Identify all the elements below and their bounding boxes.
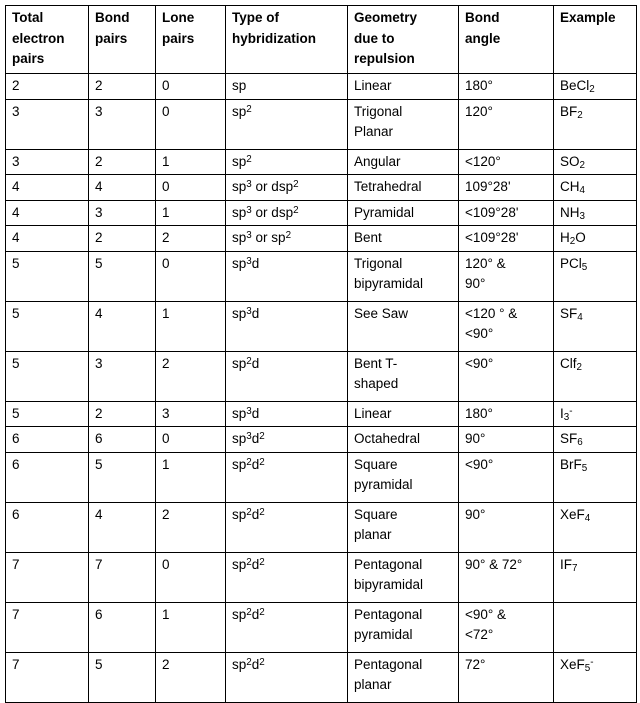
cell-bond-pairs-value: 3: [95, 103, 103, 119]
example-formula: $SO_2$: [560, 153, 585, 171]
table-body: [6, 74, 637, 703]
cell-bond-pairs-value: 4: [95, 179, 103, 195]
cell-total-electron-pairs: [6, 226, 89, 252]
cell-bond-pairs: [89, 74, 156, 100]
cell-total-electron-pairs: [6, 552, 89, 602]
table-row: [6, 200, 637, 226]
cell-total-electron-pairs-value: 2: [12, 78, 20, 93]
example-formula: $IF_7$: [560, 556, 578, 574]
cell-lone-pairs: [156, 74, 226, 100]
geometry-line: bipyramidal: [354, 577, 424, 593]
hybridization-value: $sp^2$: [232, 103, 252, 119]
cell-bond-pairs-value: 2: [95, 230, 103, 246]
header-line: hybridization: [232, 30, 316, 46]
bond-angle-line: 120°: [465, 103, 493, 119]
cell-lone-pairs-value: 1: [162, 456, 170, 472]
cell-bond-angle: [459, 99, 554, 149]
hybridization-value: $sp^3$ or dsp$^2$: [232, 204, 299, 220]
header-line: Total: [12, 10, 44, 25]
cell-total-electron-pairs-value: 6: [12, 506, 20, 522]
example-formula: BeCl$_2$: [560, 78, 595, 96]
geometry-line: Square: [354, 456, 398, 472]
cell-geometry: [348, 452, 459, 502]
cell-total-electron-pairs-value: 5: [12, 305, 20, 321]
cell-total-electron-pairs-value: 4: [12, 204, 20, 220]
cell-bond-angle: [459, 552, 554, 602]
cell-bond-angle: [459, 351, 554, 401]
hybridization-value: $sp^2d^2$: [232, 556, 265, 572]
cell-example: [554, 251, 637, 301]
header-line: Lone: [162, 10, 195, 25]
cell-hybridization: [226, 602, 348, 652]
geometry-line: planar: [354, 677, 392, 693]
table-row: [6, 175, 637, 201]
cell-example: [554, 502, 637, 552]
cell-bond-angle: [459, 200, 554, 226]
geometry-line: Linear: [354, 78, 392, 93]
cell-geometry: [348, 552, 459, 602]
cell-geometry: [348, 401, 459, 427]
example-formula: $BF_2$: [560, 103, 583, 121]
hybridization-value: $sp^3d$: [232, 255, 260, 271]
cell-total-electron-pairs-value: 4: [12, 230, 20, 246]
cell-lone-pairs: [156, 99, 226, 149]
cell-total-electron-pairs-value: 7: [12, 556, 20, 572]
column-header-type-of-hybridization: [226, 6, 348, 74]
geometry-line: Bent T-: [354, 355, 398, 371]
cell-hybridization: [226, 452, 348, 502]
table-row: [6, 74, 637, 100]
cell-geometry: [348, 602, 459, 652]
cell-total-electron-pairs: [6, 427, 89, 453]
hybridization-value: $sp^2d^2$: [232, 506, 265, 522]
bond-angle-line: <90° &: [465, 606, 507, 622]
table-row: [6, 99, 637, 149]
cell-hybridization: [226, 175, 348, 201]
cell-lone-pairs-value: 2: [162, 656, 170, 672]
geometry-line: Pyramidal: [354, 204, 415, 220]
cell-hybridization: [226, 200, 348, 226]
cell-example: [554, 301, 637, 351]
cell-example: [554, 99, 637, 149]
cell-lone-pairs-value: 1: [162, 153, 170, 169]
cell-total-electron-pairs: [6, 652, 89, 702]
geometry-line: Square: [354, 506, 398, 522]
cell-total-electron-pairs: [6, 301, 89, 351]
cell-bond-angle: [459, 401, 554, 427]
header-line: Bond: [465, 10, 500, 25]
cell-bond-angle: [459, 452, 554, 502]
table-header: [6, 6, 637, 74]
geometry-line: Tetrahedral: [354, 179, 422, 195]
column-header-bond-pairs: [89, 6, 156, 74]
geometry-line: Angular: [354, 153, 401, 169]
cell-bond-pairs-value: 4: [95, 305, 103, 321]
cell-hybridization: [226, 301, 348, 351]
cell-hybridization: [226, 251, 348, 301]
cell-geometry: [348, 226, 459, 252]
bond-angle-line: <90°: [465, 355, 494, 371]
cell-bond-pairs-value: 6: [95, 606, 103, 622]
example-formula: XeF$_4$: [560, 506, 591, 524]
geometry-line: Pentagonal: [354, 606, 423, 622]
cell-lone-pairs-value: 2: [162, 355, 170, 371]
hybridization-value: $sp^3d$: [232, 405, 260, 421]
cell-total-electron-pairs-value: 7: [12, 606, 20, 622]
cell-bond-pairs-value: 3: [95, 204, 103, 220]
cell-total-electron-pairs: [6, 175, 89, 201]
cell-geometry: [348, 301, 459, 351]
column-header-total-electron-pairs: [6, 6, 89, 74]
cell-hybridization: [226, 99, 348, 149]
cell-total-electron-pairs-value: 4: [12, 179, 20, 195]
table-row: [6, 149, 637, 175]
cell-lone-pairs-value: 1: [162, 305, 170, 321]
header-line: electron: [12, 30, 65, 46]
example-formula: BrF$_5$: [560, 456, 588, 474]
bond-angle-line: 90°: [465, 431, 486, 447]
cell-geometry: [348, 149, 459, 175]
bond-angle-line: 180°: [465, 78, 493, 93]
cell-total-electron-pairs: [6, 251, 89, 301]
example-formula: $SF_4$: [560, 305, 583, 323]
header-line: repulsion: [354, 51, 415, 67]
cell-geometry: [348, 427, 459, 453]
cell-bond-pairs: [89, 427, 156, 453]
cell-example: [554, 552, 637, 602]
cell-total-electron-pairs: [6, 74, 89, 100]
cell-lone-pairs: [156, 502, 226, 552]
cell-example: [554, 175, 637, 201]
cell-hybridization: [226, 351, 348, 401]
cell-hybridization: [226, 652, 348, 702]
cell-total-electron-pairs-value: 5: [12, 255, 20, 271]
table-row: [6, 427, 637, 453]
cell-bond-angle: [459, 149, 554, 175]
cell-lone-pairs: [156, 652, 226, 702]
hybridization-value: $sp^2d^2$: [232, 456, 265, 472]
column-header-lone-pairs: [156, 6, 226, 74]
cell-total-electron-pairs: [6, 200, 89, 226]
table-row: [6, 552, 637, 602]
cell-bond-pairs: [89, 200, 156, 226]
cell-lone-pairs: [156, 427, 226, 453]
bond-angle-line: <120 ° &: [465, 305, 518, 321]
geometry-line: Trigonal: [354, 255, 403, 271]
geometry-line: Pentagonal: [354, 656, 423, 672]
header-line: pairs: [162, 30, 195, 46]
cell-bond-angle: [459, 602, 554, 652]
geometry-line: Planar: [354, 124, 394, 140]
bond-angle-line: <72°: [465, 627, 494, 643]
hybridization-value: $sp^3d$: [232, 305, 260, 321]
table-row: [6, 301, 637, 351]
cell-bond-pairs-value: 5: [95, 255, 103, 271]
hybridization-value: $sp^2d$: [232, 355, 260, 371]
geometry-line: See Saw: [354, 305, 409, 321]
cell-bond-pairs: [89, 251, 156, 301]
geometry-line: Trigonal: [354, 103, 403, 119]
cell-lone-pairs: [156, 552, 226, 602]
cell-bond-angle: [459, 74, 554, 100]
cell-bond-pairs-value: 2: [95, 405, 103, 421]
hybridization-value: sp: [232, 78, 247, 93]
cell-lone-pairs: [156, 149, 226, 175]
cell-example: [554, 401, 637, 427]
cell-bond-pairs: [89, 652, 156, 702]
cell-lone-pairs-value: 0: [162, 431, 170, 447]
example-formula: $CH_4$: [560, 179, 585, 197]
cell-bond-pairs: [89, 552, 156, 602]
geometry-line: planar: [354, 527, 392, 543]
hybridization-value: $sp^2d^2$: [232, 656, 265, 672]
cell-bond-pairs: [89, 99, 156, 149]
cell-bond-pairs: [89, 226, 156, 252]
table-row: [6, 226, 637, 252]
cell-bond-pairs-value: 5: [95, 656, 103, 672]
cell-bond-pairs-value: 3: [95, 355, 103, 371]
geometry-line: pyramidal: [354, 627, 413, 643]
hybridization-value: $sp^3$ or dsp$^2$: [232, 178, 299, 195]
cell-lone-pairs: [156, 301, 226, 351]
cell-bond-pairs-value: 7: [95, 556, 103, 572]
table-row: [6, 652, 637, 702]
column-header-geometry-due-to-repulsion: [348, 6, 459, 74]
cell-lone-pairs: [156, 401, 226, 427]
cell-bond-pairs: [89, 502, 156, 552]
cell-total-electron-pairs-value: 3: [12, 103, 20, 119]
cell-bond-angle: [459, 301, 554, 351]
geometry-line: Linear: [354, 405, 392, 421]
cell-geometry: [348, 74, 459, 100]
header-line: angle: [465, 30, 501, 46]
cell-geometry: [348, 99, 459, 149]
table-row: [6, 401, 637, 427]
cell-lone-pairs: [156, 226, 226, 252]
cell-example: [554, 74, 637, 100]
cell-total-electron-pairs: [6, 602, 89, 652]
cell-lone-pairs-value: 0: [162, 255, 170, 271]
cell-lone-pairs: [156, 251, 226, 301]
cell-total-electron-pairs: [6, 401, 89, 427]
cell-total-electron-pairs: [6, 351, 89, 401]
bond-angle-line: 180°: [465, 405, 493, 421]
geometry-line: bipyramidal: [354, 276, 424, 292]
cell-lone-pairs: [156, 351, 226, 401]
header-line: pairs: [12, 51, 45, 67]
bond-angle-line: <90°: [465, 326, 494, 342]
hybridization-value: $sp^2$: [232, 153, 252, 169]
cell-lone-pairs: [156, 200, 226, 226]
header-line: Bond: [95, 10, 130, 25]
cell-total-electron-pairs: [6, 99, 89, 149]
example-formula: XeF$_5$-: [560, 656, 594, 674]
example-formula: $H_2O$: [560, 230, 586, 248]
cell-bond-pairs-value: 4: [95, 506, 103, 522]
cell-bond-angle: [459, 502, 554, 552]
geometry-line: Octahedral: [354, 431, 421, 447]
cell-example: [554, 427, 637, 453]
bond-angle-line: <90°: [465, 456, 494, 472]
bond-angle-line: <109°28': [465, 230, 519, 246]
cell-total-electron-pairs: [6, 149, 89, 175]
cell-total-electron-pairs: [6, 452, 89, 502]
geometry-line: Bent: [354, 230, 382, 246]
cell-total-electron-pairs-value: 6: [12, 431, 20, 447]
bond-angle-line: 120° &: [465, 255, 506, 271]
cell-bond-angle: [459, 226, 554, 252]
example-formula: PCl$_5$: [560, 255, 588, 273]
cell-hybridization: [226, 401, 348, 427]
cell-bond-pairs: [89, 149, 156, 175]
example-formula: Clf$_2$: [560, 355, 582, 373]
cell-hybridization: [226, 149, 348, 175]
cell-bond-pairs-value: 5: [95, 456, 103, 472]
cell-lone-pairs-value: 0: [162, 179, 170, 195]
cell-total-electron-pairs-value: 5: [12, 355, 20, 371]
cell-bond-pairs: [89, 401, 156, 427]
cell-bond-angle: [459, 652, 554, 702]
cell-lone-pairs: [156, 602, 226, 652]
example-formula: $SF_6$: [560, 431, 583, 449]
bond-angle-line: 72°: [465, 656, 486, 672]
bond-angle-line: <109°28': [465, 204, 519, 220]
table-row: [6, 452, 637, 502]
cell-bond-pairs-value: 6: [95, 431, 103, 447]
header-line: Geometry: [354, 10, 418, 25]
cell-geometry: [348, 502, 459, 552]
cell-example: [554, 149, 637, 175]
cell-bond-pairs: [89, 301, 156, 351]
cell-geometry: [348, 175, 459, 201]
cell-lone-pairs-value: 1: [162, 204, 170, 220]
cell-lone-pairs: [156, 175, 226, 201]
bond-angle-line: 109°28': [465, 179, 511, 195]
geometry-line: pyramidal: [354, 477, 413, 493]
cell-example: [554, 351, 637, 401]
cell-bond-angle: [459, 427, 554, 453]
cell-geometry: [348, 200, 459, 226]
example-formula: $I_3^-$: [560, 405, 573, 423]
geometry-line: shaped: [354, 376, 399, 392]
cell-bond-pairs: [89, 351, 156, 401]
cell-lone-pairs-value: 1: [162, 606, 170, 622]
bond-angle-line: 90°: [465, 276, 486, 292]
header-line: Example: [560, 10, 616, 25]
cell-bond-pairs: [89, 602, 156, 652]
cell-geometry: [348, 652, 459, 702]
hybridization-value: $sp^3$ or $sp^2$: [232, 229, 292, 246]
cell-bond-pairs-value: 2: [95, 78, 103, 93]
table-row: [6, 351, 637, 401]
cell-example: [554, 226, 637, 252]
column-header-example: [554, 6, 637, 74]
column-header-bond-angle: [459, 6, 554, 74]
cell-lone-pairs-value: 2: [162, 506, 170, 522]
header-line: due to: [354, 30, 395, 46]
header-line: pairs: [95, 30, 128, 46]
hybridization-value: $sp^3d^2$: [232, 430, 265, 447]
cell-bond-pairs: [89, 175, 156, 201]
vsepr-table-container: [5, 5, 636, 703]
cell-hybridization: [226, 502, 348, 552]
cell-bond-angle: [459, 175, 554, 201]
bond-angle-line: 90°: [465, 506, 486, 522]
table-row: [6, 251, 637, 301]
cell-hybridization: [226, 226, 348, 252]
cell-total-electron-pairs-value: 6: [12, 456, 20, 472]
cell-total-electron-pairs: [6, 502, 89, 552]
bond-angle-line: <120°: [465, 153, 501, 169]
cell-lone-pairs-value: 2: [162, 230, 170, 246]
cell-lone-pairs-value: 0: [162, 78, 170, 93]
bond-angle-line: 90° & 72°: [465, 556, 523, 572]
cell-example: [554, 200, 637, 226]
cell-geometry: [348, 251, 459, 301]
cell-lone-pairs-value: 3: [162, 405, 170, 421]
cell-geometry: [348, 351, 459, 401]
cell-bond-pairs-value: 2: [95, 153, 103, 169]
cell-example: [554, 452, 637, 502]
geometry-line: Pentagonal: [354, 556, 423, 572]
cell-hybridization: [226, 552, 348, 602]
cell-example: [554, 602, 637, 652]
cell-hybridization: [226, 74, 348, 100]
cell-total-electron-pairs-value: 3: [12, 153, 20, 169]
example-formula: $NH_3$: [560, 204, 585, 222]
table-row: [6, 602, 637, 652]
cell-bond-pairs: [89, 452, 156, 502]
cell-total-electron-pairs-value: 7: [12, 656, 20, 672]
table-row: [6, 502, 637, 552]
hybridization-value: $sp^2d^2$: [232, 606, 265, 622]
cell-lone-pairs-value: 0: [162, 556, 170, 572]
cell-total-electron-pairs-value: 5: [12, 405, 20, 421]
cell-example: [554, 652, 637, 702]
cell-hybridization: [226, 427, 348, 453]
cell-lone-pairs: [156, 452, 226, 502]
header-line: Type of: [232, 10, 279, 25]
vsepr-table: [5, 5, 637, 703]
cell-lone-pairs-value: 0: [162, 103, 170, 119]
header-row: [6, 6, 637, 74]
cell-bond-angle: [459, 251, 554, 301]
